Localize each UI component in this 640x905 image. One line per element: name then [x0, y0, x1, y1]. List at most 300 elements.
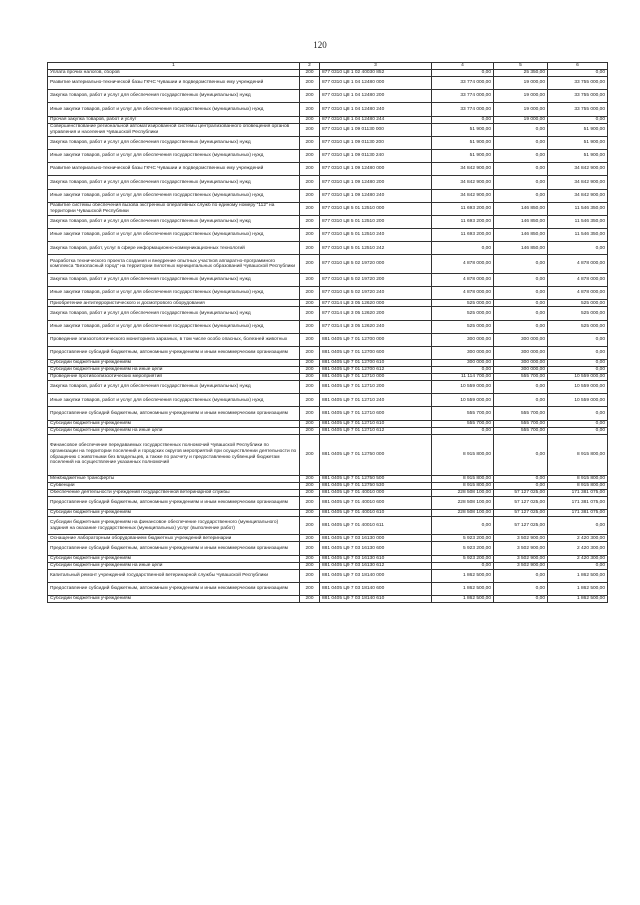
row-total-cell: 11 546 350,00: [548, 229, 608, 242]
row-name-cell: Прочая закупка товаров, работ и услуг: [48, 116, 300, 123]
row-code-cell: 200: [300, 300, 320, 307]
row-name-cell: Субвенции: [48, 482, 300, 489]
row-code-cell: 200: [300, 482, 320, 489]
row-amount-cell: 228 508 100,00: [432, 496, 494, 509]
row-change-cell: 19 000,00: [494, 77, 548, 90]
row-name-cell: Закупка товаров, работ и услуг для обеспечения государственных (муниципальных) нужд: [48, 136, 300, 149]
row-name-cell: Субсидии бюджетным учреждениям на иные цели: [48, 427, 300, 434]
table-row: [48, 516, 608, 535]
row-total-cell: 0,00: [548, 516, 608, 535]
row-change-cell: 0,00: [494, 300, 548, 307]
row-name-cell: Субсидии бюджетным учреждениям на иные цели: [48, 367, 300, 374]
table-row: [48, 374, 608, 381]
row-change-cell: 555 700,00: [494, 420, 548, 427]
row-total-cell: 525 000,00: [548, 300, 608, 307]
row-code-cell: 200: [300, 103, 320, 116]
row-code-cell: 200: [300, 394, 320, 407]
row-change-cell: 555 700,00: [494, 427, 548, 434]
table-row: [48, 407, 608, 420]
row-total-cell: 171 381 075,00: [548, 496, 608, 509]
table-row: [48, 569, 608, 582]
row-amount-cell: 1 862 500,00: [432, 582, 494, 595]
row-total-cell: 0,00: [548, 70, 608, 77]
row-code-cell: 200: [300, 407, 320, 420]
row-amount-cell: 0,00: [432, 70, 494, 77]
row-total-cell: 51 900,00: [548, 136, 608, 149]
column-header: 1: [48, 63, 300, 70]
row-total-cell: 0,00: [548, 367, 608, 374]
row-change-cell: 0,00: [494, 434, 548, 475]
row-classifier-cell: 877 0310 Ц8 5 02 19720 240: [320, 287, 432, 300]
row-amount-cell: 8 915 800,00: [432, 475, 494, 482]
row-name-cell: Закупка товаров, работ и услуг для обеспечения государственных (муниципальных) нужд: [48, 215, 300, 228]
row-change-cell: 0,00: [494, 136, 548, 149]
row-name-cell: Развитие материально-технической базы ГКЧС Чувашии и подведомственных ему учреждений: [48, 77, 300, 90]
row-classifier-cell: 877 0310 Ц8 1 04 12480 000: [320, 77, 432, 90]
row-code-cell: 200: [300, 202, 320, 215]
row-change-cell: 555 700,00: [494, 407, 548, 420]
row-amount-cell: 0,00: [432, 427, 494, 434]
table-row: [48, 333, 608, 346]
row-change-cell: 0,00: [494, 475, 548, 482]
row-name-cell: Субсидии бюджетным учреждениям: [48, 509, 300, 516]
row-total-cell: 11 546 350,00: [548, 215, 608, 228]
row-name-cell: Закупка товаров, работ и услуг для обеспечения государственных (муниципальных) нужд: [48, 307, 300, 320]
row-amount-cell: 51 900,00: [432, 136, 494, 149]
row-change-cell: 0,00: [494, 569, 548, 582]
row-name-cell: Оснащение лабораторным оборудованием бюджетных учреждений ветеринарии: [48, 535, 300, 542]
table-row: [48, 542, 608, 555]
row-code-cell: 200: [300, 562, 320, 569]
row-code-cell: 200: [300, 287, 320, 300]
row-change-cell: 0,00: [494, 273, 548, 286]
row-change-cell: 0,00: [494, 176, 548, 189]
row-classifier-cell: 881 0405 Ц9 7 01 40010 600: [320, 496, 432, 509]
row-code-cell: 200: [300, 381, 320, 394]
row-classifier-cell: 877 0310 Ц8 1 04 12480 244: [320, 116, 432, 123]
table-row: [48, 116, 608, 123]
row-name-cell: Закупка товаров, работ и услуг для обеспечения государственных (муниципальных) нужд: [48, 176, 300, 189]
table-row: [48, 381, 608, 394]
table-row: [48, 535, 608, 542]
row-classifier-cell: 881 0405 Ц9 7 01 12710 612: [320, 427, 432, 434]
row-total-cell: 2 420 300,00: [548, 555, 608, 562]
table-row: [48, 489, 608, 496]
row-change-cell: 57 127 025,00: [494, 496, 548, 509]
row-total-cell: 171 381 075,00: [548, 509, 608, 516]
row-name-cell: Предоставление субсидий бюджетным, автономным учреждениям и иным некоммерческим организациям: [48, 407, 300, 420]
row-amount-cell: 51 900,00: [432, 149, 494, 162]
row-code-cell: 200: [300, 427, 320, 434]
row-classifier-cell: 881 0405 Ц9 7 03 18140 600: [320, 582, 432, 595]
row-change-cell: 0,00: [494, 482, 548, 489]
row-change-cell: 146 850,00: [494, 215, 548, 228]
row-amount-cell: 525 000,00: [432, 307, 494, 320]
row-change-cell: 57 127 025,00: [494, 516, 548, 535]
row-amount-cell: 0,00: [432, 562, 494, 569]
budget-table: [47, 62, 608, 603]
row-change-cell: 0,00: [494, 189, 548, 202]
row-name-cell: Предоставление субсидий бюджетным, автономным учреждениям и иным некоммерческим организациям: [48, 542, 300, 555]
row-name-cell: Обеспечение деятельности учреждений государственной ветеринарной службы: [48, 489, 300, 496]
row-classifier-cell: 881 0405 Ц9 7 01 40010 610: [320, 509, 432, 516]
row-classifier-cell: 877 0314 Ц8 3 05 12620 000: [320, 300, 432, 307]
table-row: [48, 367, 608, 374]
row-code-cell: 200: [300, 136, 320, 149]
row-code-cell: 200: [300, 434, 320, 475]
row-classifier-cell: 881 0405 Ц9 7 03 16130 610: [320, 555, 432, 562]
row-change-cell: 0,00: [494, 163, 548, 176]
row-amount-cell: 300 000,00: [432, 346, 494, 359]
row-name-cell: Субсидии бюджетным учреждениям на финансовое обеспечение государственного (муниципального) задания на оказание государственных (муниципальных) услуг (выполнение работ): [48, 516, 300, 535]
row-code-cell: 200: [300, 475, 320, 482]
row-change-cell: 0,00: [494, 582, 548, 595]
row-classifier-cell: 877 0310 Ц8 1 02 40030 852: [320, 70, 432, 77]
row-amount-cell: 8 915 800,00: [432, 434, 494, 475]
row-total-cell: 34 842 900,00: [548, 176, 608, 189]
row-name-cell: Проведение противоэпизоотических мероприятий: [48, 374, 300, 381]
row-amount-cell: 0,00: [432, 242, 494, 255]
row-total-cell: 8 915 800,00: [548, 475, 608, 482]
table-row: [48, 189, 608, 202]
row-total-cell: 10 559 000,00: [548, 381, 608, 394]
row-classifier-cell: 881 0405 Ц9 7 03 18140 000: [320, 569, 432, 582]
row-change-cell: 300 000,00: [494, 333, 548, 346]
table-row: [48, 595, 608, 602]
row-amount-cell: 0,00: [432, 516, 494, 535]
row-total-cell: 33 755 000,00: [548, 90, 608, 103]
row-amount-cell: 34 842 900,00: [432, 176, 494, 189]
table-row: [48, 434, 608, 475]
table-header-row: [48, 63, 608, 70]
row-amount-cell: 525 000,00: [432, 320, 494, 333]
row-total-cell: 0,00: [548, 562, 608, 569]
row-code-cell: 200: [300, 273, 320, 286]
table-row: [48, 582, 608, 595]
table-row: [48, 496, 608, 509]
row-code-cell: 200: [300, 255, 320, 274]
row-total-cell: 51 900,00: [548, 123, 608, 136]
table-row: [48, 427, 608, 434]
row-name-cell: Предоставление субсидий бюджетным, автономным учреждениям и иным некоммерческим организациям: [48, 346, 300, 359]
row-code-cell: 200: [300, 489, 320, 496]
row-change-cell: 19 000,00: [494, 90, 548, 103]
row-classifier-cell: 877 0310 Ц8 1 09 12480 200: [320, 176, 432, 189]
row-code-cell: 200: [300, 333, 320, 346]
column-header: 4: [432, 63, 494, 70]
row-classifier-cell: 881 0405 Ц9 7 01 40010 000: [320, 489, 432, 496]
row-total-cell: 1 862 500,00: [548, 569, 608, 582]
row-amount-cell: 8 915 800,00: [432, 482, 494, 489]
table-row: [48, 136, 608, 149]
row-name-cell: Субсидии бюджетным учреждениям: [48, 595, 300, 602]
row-name-cell: Развитие системы обеспечения вызова экстренных оперативных служб по единому номеру "112" на территории Чувашской Республики: [48, 202, 300, 215]
row-name-cell: Иные закупки товаров, работ и услуг для обеспечения государственных (муниципальных) нужд: [48, 320, 300, 333]
row-name-cell: Предоставление субсидий бюджетным, автономным учреждениям и иным некоммерческим организациям: [48, 582, 300, 595]
row-total-cell: 4 878 000,00: [548, 287, 608, 300]
table-row: [48, 346, 608, 359]
row-code-cell: 200: [300, 420, 320, 427]
row-total-cell: 34 842 900,00: [548, 163, 608, 176]
row-name-cell: Закупка товаров, работ и услуг для обеспечения государственных (муниципальных) нужд: [48, 273, 300, 286]
table-row: [48, 229, 608, 242]
row-change-cell: 555 700,00: [494, 374, 548, 381]
table-row: [48, 273, 608, 286]
row-total-cell: 4 878 000,00: [548, 273, 608, 286]
row-name-cell: Субсидии бюджетным учреждениям на иные цели: [48, 562, 300, 569]
row-name-cell: Иные закупки товаров, работ и услуг для обеспечения государственных (муниципальных) нужд: [48, 103, 300, 116]
page-number: 120: [313, 40, 327, 50]
row-classifier-cell: 881 0405 Ц9 7 01 12700 000: [320, 333, 432, 346]
row-amount-cell: 5 923 200,00: [432, 555, 494, 562]
table-row: [48, 509, 608, 516]
row-change-cell: 3 502 900,00: [494, 542, 548, 555]
row-amount-cell: 300 000,00: [432, 360, 494, 367]
row-name-cell: Капитальный ремонт учреждений государственной ветеринарной службы Чувашской Республики: [48, 569, 300, 582]
row-total-cell: 2 420 300,00: [548, 535, 608, 542]
row-amount-cell: 228 508 100,00: [432, 489, 494, 496]
table-row: [48, 215, 608, 228]
row-amount-cell: 4 878 000,00: [432, 255, 494, 274]
row-amount-cell: 4 878 000,00: [432, 287, 494, 300]
row-name-cell: Развитие материально-технической базы ГКЧС Чувашии и подведомственных ему учреждений: [48, 163, 300, 176]
row-classifier-cell: 881 0405 Ц9 7 01 12710 600: [320, 407, 432, 420]
row-amount-cell: 4 878 000,00: [432, 273, 494, 286]
row-total-cell: 525 000,00: [548, 320, 608, 333]
row-code-cell: 200: [300, 569, 320, 582]
row-amount-cell: 51 900,00: [432, 123, 494, 136]
row-name-cell: Иные закупки товаров, работ и услуг для обеспечения государственных (муниципальных) нужд: [48, 149, 300, 162]
row-total-cell: 51 900,00: [548, 149, 608, 162]
row-code-cell: 200: [300, 496, 320, 509]
table-row: [48, 320, 608, 333]
row-name-cell: Уплата прочих налогов, сборов: [48, 70, 300, 77]
table-row: [48, 176, 608, 189]
row-code-cell: 200: [300, 215, 320, 228]
row-total-cell: 33 755 000,00: [548, 103, 608, 116]
row-change-cell: 25 350,00: [494, 70, 548, 77]
table-row: [48, 307, 608, 320]
row-total-cell: 0,00: [548, 333, 608, 346]
row-code-cell: 200: [300, 116, 320, 123]
row-classifier-cell: 881 0405 Ц9 7 03 16130 612: [320, 562, 432, 569]
row-code-cell: 200: [300, 542, 320, 555]
row-amount-cell: 10 559 000,00: [432, 381, 494, 394]
row-name-cell: Иные закупки товаров, работ и услуг для обеспечения государственных (муниципальных) нужд: [48, 229, 300, 242]
row-classifier-cell: 881 0405 Ц9 7 01 12710 610: [320, 420, 432, 427]
row-classifier-cell: 881 0405 Ц9 7 01 12710 200: [320, 381, 432, 394]
row-total-cell: 34 842 900,00: [548, 189, 608, 202]
table-row: [48, 123, 608, 136]
row-name-cell: Закупка товаров, работ и услуг для обеспечения государственных (муниципальных) нужд: [48, 381, 300, 394]
row-name-cell: Иные закупки товаров, работ и услуг для обеспечения государственных (муниципальных) нужд: [48, 287, 300, 300]
row-code-cell: 200: [300, 509, 320, 516]
table-body: [48, 70, 608, 603]
row-total-cell: 0,00: [548, 420, 608, 427]
column-header: 3: [320, 63, 432, 70]
row-change-cell: 0,00: [494, 394, 548, 407]
row-change-cell: 300 000,00: [494, 367, 548, 374]
row-total-cell: 171 381 075,00: [548, 489, 608, 496]
table-row: [48, 482, 608, 489]
table-row: [48, 70, 608, 77]
row-total-cell: 525 000,00: [548, 307, 608, 320]
row-change-cell: 0,00: [494, 595, 548, 602]
row-change-cell: 0,00: [494, 255, 548, 274]
row-code-cell: 200: [300, 149, 320, 162]
table-row: [48, 555, 608, 562]
row-name-cell: Иные закупки товаров, работ и услуг для обеспечения государственных (муниципальных) нужд: [48, 394, 300, 407]
table-row: [48, 103, 608, 116]
row-code-cell: 200: [300, 374, 320, 381]
table-row: [48, 255, 608, 274]
row-change-cell: 0,00: [494, 149, 548, 162]
row-classifier-cell: 881 0405 Ц9 7 03 16130 000: [320, 535, 432, 542]
row-total-cell: 10 559 000,00: [548, 394, 608, 407]
row-code-cell: 200: [300, 555, 320, 562]
row-total-cell: 0,00: [548, 242, 608, 255]
row-total-cell: 8 915 800,00: [548, 434, 608, 475]
table-row: [48, 394, 608, 407]
row-code-cell: 200: [300, 123, 320, 136]
table-row: [48, 475, 608, 482]
row-code-cell: 200: [300, 367, 320, 374]
row-amount-cell: 11 693 200,00: [432, 202, 494, 215]
row-change-cell: 146 850,00: [494, 202, 548, 215]
row-code-cell: 200: [300, 70, 320, 77]
row-change-cell: 0,00: [494, 307, 548, 320]
row-change-cell: 146 850,00: [494, 229, 548, 242]
row-classifier-cell: 877 0314 Ц8 3 05 12620 240: [320, 320, 432, 333]
row-amount-cell: 555 700,00: [432, 420, 494, 427]
row-change-cell: 3 502 900,00: [494, 535, 548, 542]
column-header: 6: [548, 63, 608, 70]
row-classifier-cell: 881 0405 Ц9 7 01 40010 611: [320, 516, 432, 535]
row-total-cell: 4 878 000,00: [548, 255, 608, 274]
row-change-cell: 0,00: [494, 320, 548, 333]
row-code-cell: 200: [300, 189, 320, 202]
row-name-cell: Разработка технического проекта создания и внедрение опытных участков аппаратно-программного комплекса "Безопасный город" на территории пилотных муниципальных образований Чувашской Республики: [48, 255, 300, 274]
table-row: [48, 202, 608, 215]
row-name-cell: Субсидии бюджетным учреждениям: [48, 360, 300, 367]
table-row: [48, 300, 608, 307]
row-classifier-cell: 877 0310 Ц8 1 04 12480 240: [320, 103, 432, 116]
row-code-cell: 200: [300, 229, 320, 242]
row-name-cell: Закупка товаров, работ и услуг для обеспечения государственных (муниципальных) нужд: [48, 90, 300, 103]
row-name-cell: Совершенствование региональной автоматизированной системы централизованного оповещения органов управления и населения Чувашской Республики: [48, 123, 300, 136]
row-amount-cell: 33 774 000,00: [432, 77, 494, 90]
row-total-cell: 0,00: [548, 346, 608, 359]
row-code-cell: 200: [300, 595, 320, 602]
row-total-cell: 0,00: [548, 116, 608, 123]
row-amount-cell: 0,00: [432, 116, 494, 123]
row-classifier-cell: 881 0405 Ц9 7 01 12700 612: [320, 367, 432, 374]
row-code-cell: 200: [300, 307, 320, 320]
row-change-cell: 146 850,00: [494, 242, 548, 255]
row-classifier-cell: 881 0405 Ц9 7 03 16130 600: [320, 542, 432, 555]
row-classifier-cell: 877 0310 Ц8 5 01 12510 000: [320, 202, 432, 215]
row-classifier-cell: 881 0405 Ц9 7 01 12700 610: [320, 360, 432, 367]
row-amount-cell: 0,00: [432, 367, 494, 374]
row-classifier-cell: 877 0310 Ц8 5 01 12510 242: [320, 242, 432, 255]
row-total-cell: 11 546 350,00: [548, 202, 608, 215]
row-change-cell: 57 127 025,00: [494, 509, 548, 516]
row-amount-cell: 34 842 900,00: [432, 163, 494, 176]
row-change-cell: 0,00: [494, 287, 548, 300]
row-total-cell: 2 420 300,00: [548, 542, 608, 555]
row-name-cell: Межбюджетные трансферты: [48, 475, 300, 482]
row-classifier-cell: 877 0314 Ц8 3 05 12620 200: [320, 307, 432, 320]
row-total-cell: 0,00: [548, 427, 608, 434]
row-change-cell: 3 502 900,00: [494, 555, 548, 562]
column-header: 2: [300, 63, 320, 70]
row-code-cell: 200: [300, 163, 320, 176]
row-code-cell: 200: [300, 535, 320, 542]
row-classifier-cell: 877 0310 Ц8 5 02 19720 000: [320, 255, 432, 274]
row-code-cell: 200: [300, 242, 320, 255]
row-classifier-cell: 881 0405 Ц9 7 01 12710 000: [320, 374, 432, 381]
table-row: [48, 420, 608, 427]
row-amount-cell: 34 842 900,00: [432, 189, 494, 202]
row-total-cell: 1 862 500,00: [548, 582, 608, 595]
row-classifier-cell: 877 0310 Ц8 1 09 01130 000: [320, 123, 432, 136]
table-row: [48, 562, 608, 569]
row-amount-cell: 5 923 200,00: [432, 542, 494, 555]
row-amount-cell: 10 559 000,00: [432, 394, 494, 407]
row-name-cell: Субсидии бюджетным учреждениям: [48, 420, 300, 427]
row-classifier-cell: 877 0310 Ц8 1 04 12480 200: [320, 90, 432, 103]
row-name-cell: Иные закупки товаров, работ и услуг для обеспечения государственных (муниципальных) нужд: [48, 189, 300, 202]
row-classifier-cell: 877 0310 Ц8 5 01 12510 200: [320, 215, 432, 228]
row-total-cell: 0,00: [548, 360, 608, 367]
row-classifier-cell: 877 0310 Ц8 1 09 01130 200: [320, 136, 432, 149]
row-amount-cell: 11 693 200,00: [432, 229, 494, 242]
row-code-cell: 200: [300, 360, 320, 367]
table-row: [48, 242, 608, 255]
row-amount-cell: 300 000,00: [432, 333, 494, 346]
row-code-cell: 200: [300, 320, 320, 333]
table-row: [48, 287, 608, 300]
row-classifier-cell: 881 0405 Ц9 7 03 18140 610: [320, 595, 432, 602]
row-total-cell: 33 755 000,00: [548, 77, 608, 90]
row-classifier-cell: 881 0405 Ц9 7 01 12750 500: [320, 475, 432, 482]
row-classifier-cell: 877 0310 Ц8 1 09 01130 240: [320, 149, 432, 162]
row-classifier-cell: 881 0405 Ц9 7 01 12700 600: [320, 346, 432, 359]
column-header: 5: [494, 63, 548, 70]
row-amount-cell: 1 862 500,00: [432, 569, 494, 582]
row-code-cell: 200: [300, 582, 320, 595]
row-amount-cell: 11 693 200,00: [432, 215, 494, 228]
row-amount-cell: 11 114 700,00: [432, 374, 494, 381]
row-classifier-cell: 877 0310 Ц8 1 09 12480 240: [320, 189, 432, 202]
row-change-cell: 19 000,00: [494, 103, 548, 116]
row-classifier-cell: 877 0310 Ц8 5 01 12510 240: [320, 229, 432, 242]
row-amount-cell: 33 774 000,00: [432, 103, 494, 116]
row-code-cell: 200: [300, 346, 320, 359]
table-row: [48, 90, 608, 103]
row-code-cell: 200: [300, 90, 320, 103]
row-change-cell: 0,00: [494, 381, 548, 394]
row-amount-cell: 1 862 500,00: [432, 595, 494, 602]
row-total-cell: 0,00: [548, 407, 608, 420]
table-row: [48, 163, 608, 176]
row-change-cell: 300 000,00: [494, 360, 548, 367]
row-amount-cell: 228 508 100,00: [432, 509, 494, 516]
row-classifier-cell: 881 0405 Ц9 7 01 12750 530: [320, 482, 432, 489]
row-name-cell: Финансовое обеспечение передаваемых государственных полномочий Чувашской Республики по организации на территории поселений и городских округов мероприятий при осуществлении деятельности по обращению с животными без владельцев, а также по расчету и предоставлению субвенций бюджетам поселений на осуществление указанных полномочий: [48, 434, 300, 475]
row-name-cell: Закупка товаров, работ, услуг в сфере информационно-коммуникационных технологий: [48, 242, 300, 255]
row-name-cell: Проведение эпизоотологического мониторинга заразных, в том числе особо опасных, болезней животных: [48, 333, 300, 346]
